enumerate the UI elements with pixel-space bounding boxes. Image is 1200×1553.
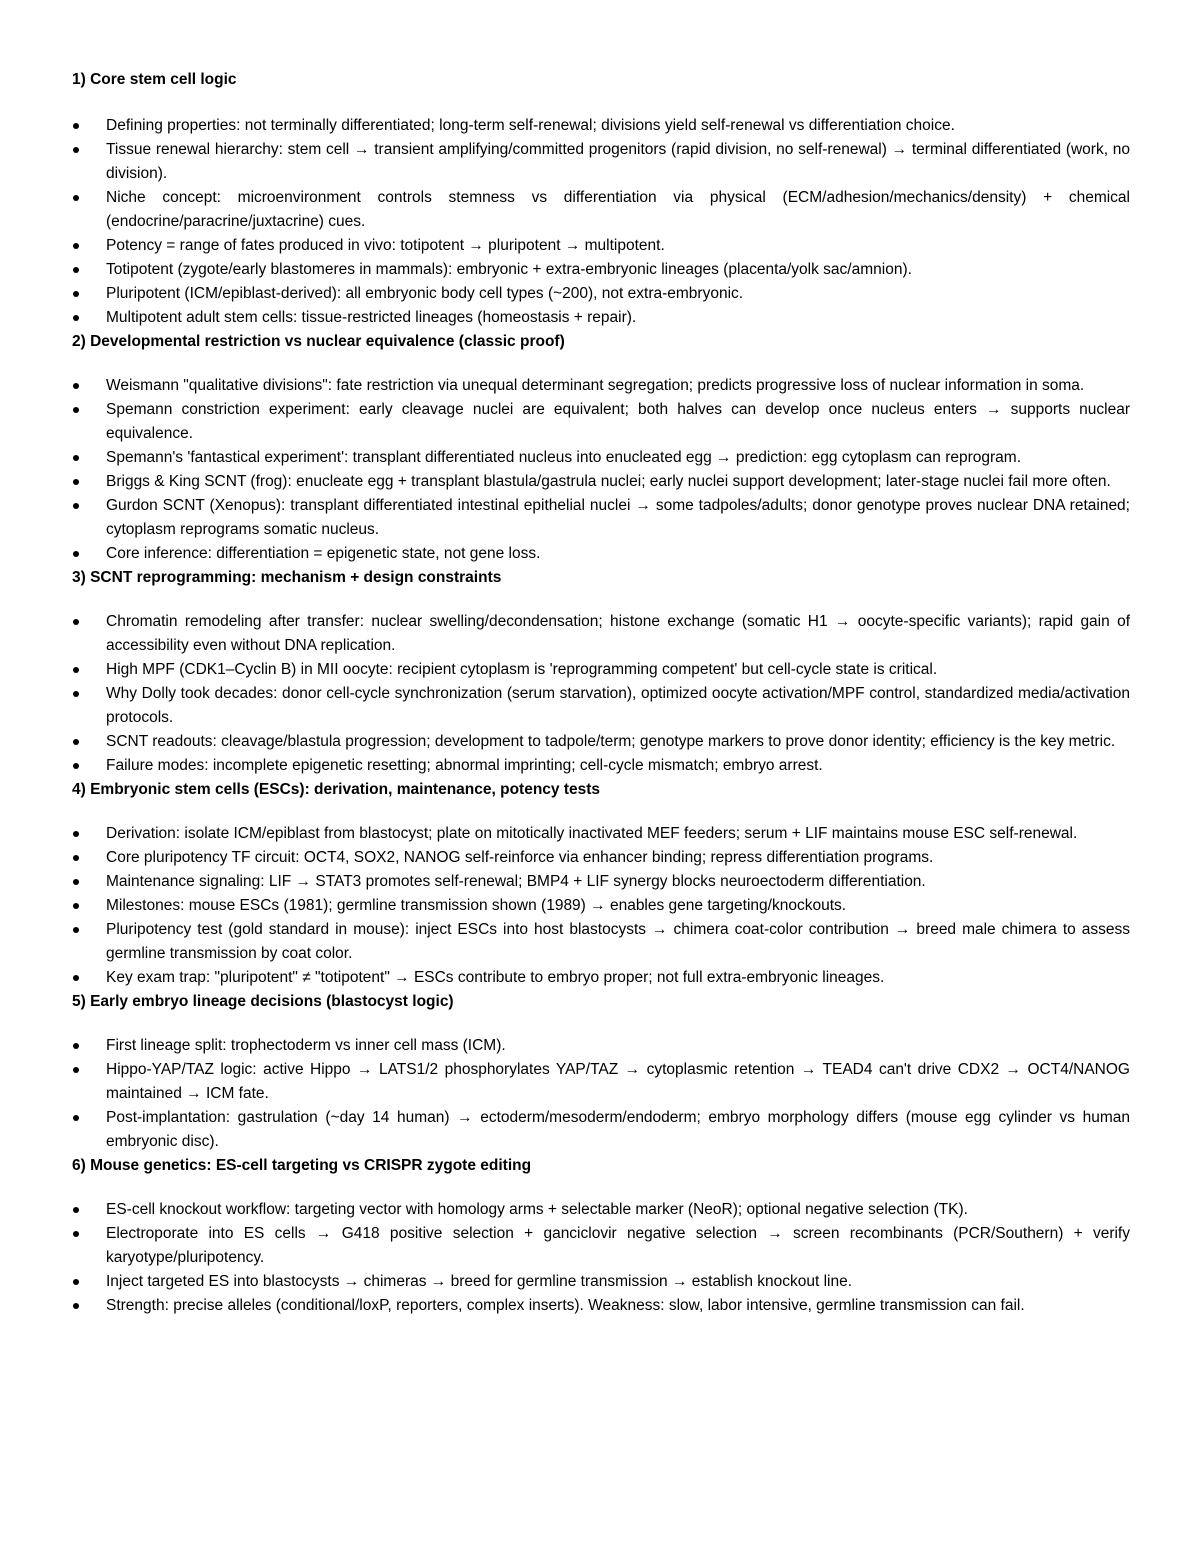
bullet-item: High MPF (CDK1–Cyclin B) in MII oocyte: recipient cytoplasm is 'reprogramming competent' but cell-cycle state is critical. [72,658,1130,682]
bullet-item: Core inference: differentiation = epigenetic state, not gene loss. [72,542,1130,566]
section-heading: 4) Embryonic stem cells (ESCs): derivation, maintenance, potency tests [72,781,601,798]
bullet-list [72,114,1130,330]
bullet-item: Defining properties: not terminally differentiated; long-term self-renewal; divisions yield self-renewal vs differentiation choice. [72,114,1130,138]
bullet-item: Spemann's 'fantastical experiment': transplant differentiated nucleus into enucleated egg → prediction: egg cytoplasm can reprogram. [72,446,1130,470]
bullet-list [72,610,1130,778]
bullet-item: Key exam trap: "pluripotent" ≠ "totipotent" → ESCs contribute to embryo proper; not full extra-embryonic lineages. [72,966,1130,990]
bullet-item: Hippo-YAP/TAZ logic: active Hippo → LATS1/2 phosphorylates YAP/TAZ → cytoplasmic retention → TEAD4 can't drive CDX2 → OCT4/NANOG maintained → ICM fate. [72,1058,1130,1106]
bullet-list [72,822,1130,990]
document-page [72,68,1130,1318]
bullet-item: Maintenance signaling: LIF → STAT3 promotes self-renewal; BMP4 + LIF synergy blocks neuroectoderm differentiation. [72,870,1130,894]
bullet-list [72,1034,1130,1154]
bullet-item: Pluripotency test (gold standard in mouse): inject ESCs into host blastocysts → chimera coat-color contribution → breed male chimera to assess germline transmission by coat color. [72,918,1130,966]
section-heading: 6) Mouse genetics: ES-cell targeting vs CRISPR zygote editing [72,1157,532,1174]
bullet-list [72,374,1130,566]
bullet-item: Inject targeted ES into blastocysts → chimeras → breed for germline transmission → establish knockout line. [72,1270,1130,1294]
bullet-item: Potency = range of fates produced in vivo: totipotent → pluripotent → multipotent. [72,234,1130,258]
bullet-item: First lineage split: trophectoderm vs inner cell mass (ICM). [72,1034,1130,1058]
bullet-item: Failure modes: incomplete epigenetic resetting; abnormal imprinting; cell-cycle mismatch; embryo arrest. [72,754,1130,778]
bullet-item: SCNT readouts: cleavage/blastula progression; development to tadpole/term; genotype markers to prove donor identity; efficiency is the key metric. [72,730,1130,754]
section-developmental-restriction [72,330,1130,566]
bullet-item: Milestones: mouse ESCs (1981); germline transmission shown (1989) → enables gene targeting/knockouts. [72,894,1130,918]
bullet-item: Chromatin remodeling after transfer: nuclear swelling/decondensation; histone exchange (somatic H1 → oocyte-specific variants); rapid gain of accessibility even without DNA replication. [72,610,1130,658]
bullet-item: Niche concept: microenvironment controls stemness vs differentiation via physical (ECM/adhesion/mechanics/density) + chemical (endocrine/paracrine/juxtacrine) cues. [72,186,1130,234]
bullet-item: Spemann constriction experiment: early cleavage nuclei are equivalent; both halves can develop once nucleus enters → supports nuclear equivalence. [72,398,1130,446]
bullet-item: Briggs & King SCNT (frog): enucleate egg + transplant blastula/gastrula nuclei; early nuclei support development; later-stage nuclei fail more often. [72,470,1130,494]
bullet-item: Why Dolly took decades: donor cell-cycle synchronization (serum starvation), optimized oocyte activation/MPF control, standardized media/activation protocols. [72,682,1130,730]
section-early-embryo-lineage [72,990,1130,1154]
bullet-item: Weismann "qualitative divisions": fate restriction via unequal determinant segregation; predicts progressive loss of nuclear information in soma. [72,374,1130,398]
section-heading: 2) Developmental restriction vs nuclear equivalence (classic proof) [72,333,565,350]
bullet-item: Totipotent (zygote/early blastomeres in mammals): embryonic + extra-embryonic lineages (placenta/yolk sac/amnion). [72,258,1130,282]
bullet-item: Derivation: isolate ICM/epiblast from blastocyst; plate on mitotically inactivated MEF feeders; serum + LIF maintains mouse ESC self-renewal. [72,822,1130,846]
bullet-list [72,1198,1130,1318]
section-heading: 3) SCNT reprogramming: mechanism + design constraints [72,569,502,586]
section-heading: 1) Core stem cell logic [72,71,237,88]
bullet-item: Pluripotent (ICM/epiblast-derived): all embryonic body cell types (~200), not extra-embryonic. [72,282,1130,306]
bullet-item: Multipotent adult stem cells: tissue-restricted lineages (homeostasis + repair). [72,306,1130,330]
bullet-item: Tissue renewal hierarchy: stem cell → transient amplifying/committed progenitors (rapid division, no self-renewal) → terminal differentiated (work, no division). [72,138,1130,186]
section-core-stem-cell-logic [72,68,1130,330]
section-mouse-genetics [72,1154,1130,1318]
section-heading: 5) Early embryo lineage decisions (blastocyst logic) [72,993,454,1010]
bullet-item: Core pluripotency TF circuit: OCT4, SOX2, NANOG self-reinforce via enhancer binding; repress differentiation programs. [72,846,1130,870]
bullet-item: Gurdon SCNT (Xenopus): transplant differentiated intestinal epithelial nuclei → some tadpoles/adults; donor genotype proves nuclear DNA retained; cytoplasm reprograms somatic nucleus. [72,494,1130,542]
bullet-item: ES-cell knockout workflow: targeting vector with homology arms + selectable marker (NeoR); optional negative selection (TK). [72,1198,1130,1222]
bullet-item: Electroporate into ES cells → G418 positive selection + ganciclovir negative selection → screen recombinants (PCR/Southern) + verify karyotype/pluripotency. [72,1222,1130,1270]
bullet-item: Post-implantation: gastrulation (~day 14 human) → ectoderm/mesoderm/endoderm; embryo morphology differs (mouse egg cylinder vs human embryonic disc). [72,1106,1130,1154]
section-scnt-reprogramming [72,566,1130,778]
section-embryonic-stem-cells [72,778,1130,990]
bullet-item: Strength: precise alleles (conditional/loxP, reporters, complex inserts). Weakness: slow, labor intensive, germline transmission can fail. [72,1294,1130,1318]
